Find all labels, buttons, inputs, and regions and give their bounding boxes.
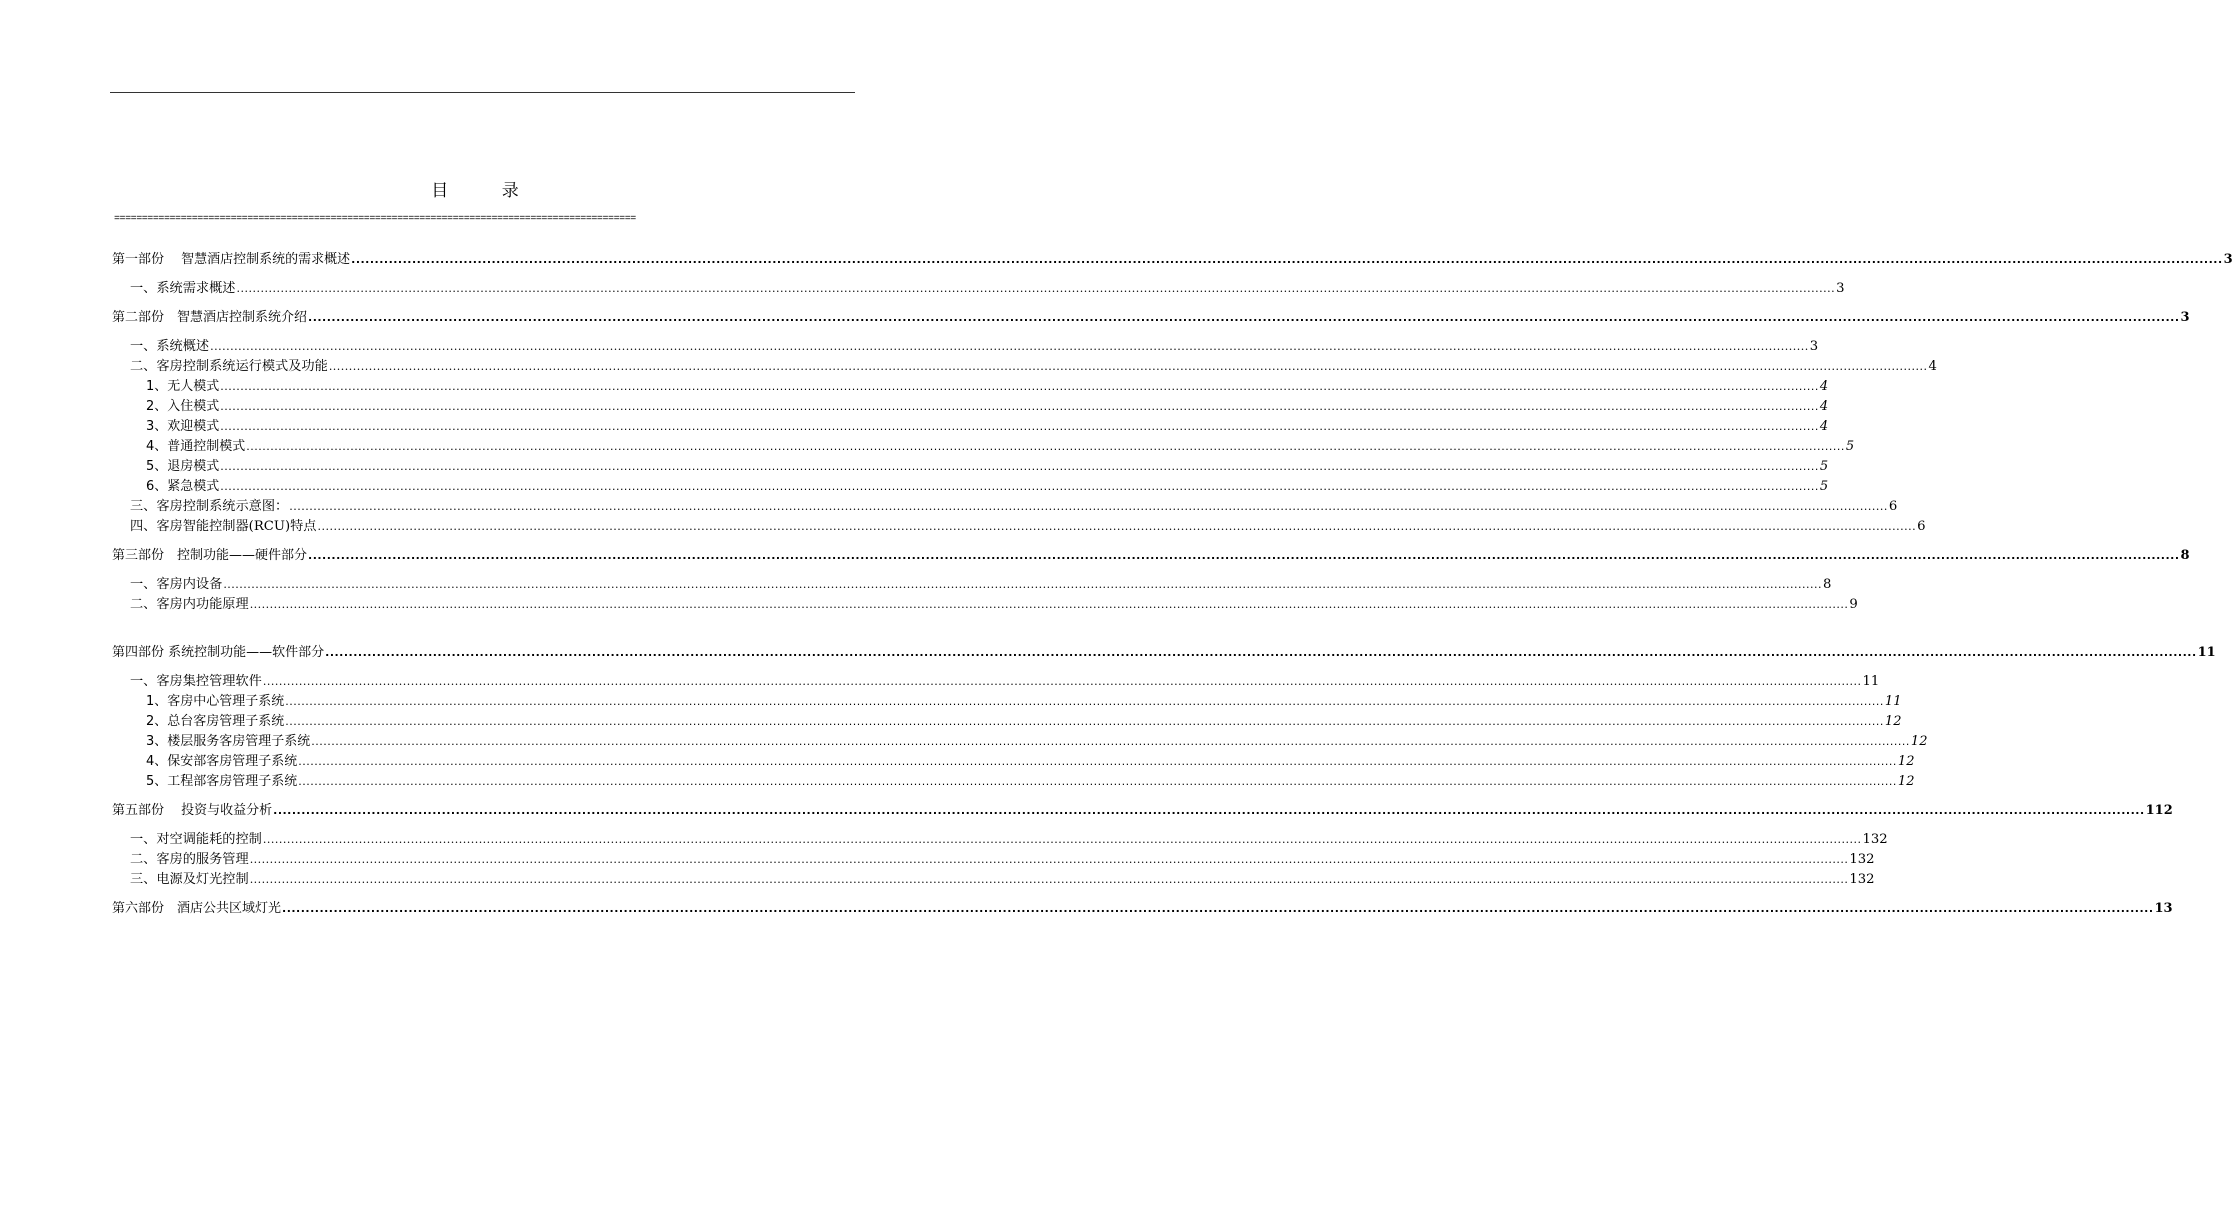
toc-entry-sec[interactable] <box>112 672 1880 692</box>
dot-leader: ................................................................................................................................................................................................................................................................................................................................................................................................................ <box>249 598 1849 611</box>
toc-spacer <box>112 890 852 899</box>
toc-entry-page: 3 <box>2180 310 2190 325</box>
dot-leader: ................................................................................................................................................................................................................................................................................................................................................................................................................ <box>220 400 1819 413</box>
toc-entry-page: 12 <box>1897 754 1915 769</box>
toc-entry-page: 4 <box>1819 379 1829 394</box>
toc-entry-sec[interactable] <box>112 850 1875 870</box>
toc-entry-page: 6 <box>1917 519 1926 534</box>
dot-leader: ................................................................................................................................................................................................................................................................................................................................................................................................................ <box>210 340 1809 353</box>
toc-spacer <box>112 328 852 337</box>
toc-entry-label: 2、总台客房管理子系统 <box>146 714 285 729</box>
header-rule <box>110 92 855 93</box>
dot-leader: ................................................................................................................................................................................................................................................................................................................................................................................................................ <box>220 480 1819 493</box>
dot-leader: ................................................................................................................................................................................................................................................................................................................................................................................................................ <box>273 804 2145 817</box>
toc-spacer <box>112 792 852 801</box>
toc-entry-page: 5 <box>1819 479 1829 494</box>
toc-entry-page: 11 <box>2197 645 2216 660</box>
toc-entry-page: 3 <box>1809 339 1819 354</box>
dot-leader: ................................................................................................................................................................................................................................................................................................................................................................................................................ <box>311 735 1910 748</box>
toc-entry-page: 4 <box>1819 399 1829 414</box>
toc-entry-sec[interactable] <box>112 337 1819 357</box>
toc-entry-label: 一、对空调能耗的控制 <box>130 832 262 847</box>
toc-entry-label: 2、入住模式 <box>146 399 220 414</box>
toc-entry-sub[interactable] <box>112 752 1915 772</box>
toc-entry-label: 第一部份 智慧酒店控制系统的需求概述 <box>112 252 351 267</box>
toc-entry-label: 二、客房的服务管理 <box>130 852 249 867</box>
dot-leader: ................................................................................................................................................................................................................................................................................................................................................................................................................ <box>246 440 1845 453</box>
toc-spacer <box>112 566 852 575</box>
toc-entry-label: 4、普通控制模式 <box>146 439 246 454</box>
toc-spacer <box>112 663 852 672</box>
dot-leader: ................................................................................................................................................................................................................................................................................................................................................................................................................ <box>285 715 1884 728</box>
toc-entry-label: 第二部份 智慧酒店控制系统介绍 <box>112 310 308 325</box>
separator-line: ============================================================================================== <box>114 214 636 225</box>
toc-entry-page: 132 <box>1862 832 1888 847</box>
toc-entry-page: 4 <box>1928 359 1937 374</box>
toc-entry-label: 三、电源及灯光控制 <box>130 872 249 887</box>
toc-entry-page: 11 <box>1884 694 1902 709</box>
toc-entry-page: 12 <box>1910 734 1928 749</box>
toc-entry-sec[interactable] <box>112 357 1937 377</box>
toc-entry-label: 第六部份 酒店公共区域灯光 <box>112 901 282 916</box>
toc-entry-page: 132 <box>1849 872 1875 887</box>
toc-entry-label: 1、无人模式 <box>146 379 220 394</box>
dot-leader: ................................................................................................................................................................................................................................................................................................................................................................................................................ <box>328 360 1928 373</box>
toc-spacer <box>112 821 852 830</box>
toc-entry-sub[interactable] <box>112 457 1829 477</box>
toc-entry-sub[interactable] <box>112 377 1829 397</box>
toc-entry-label: 第五部份 投资与收益分析 <box>112 803 273 818</box>
toc-entry-part[interactable] <box>112 899 2173 919</box>
toc-entry-sub[interactable] <box>112 732 1928 752</box>
toc-entry-part[interactable] <box>112 250 2233 270</box>
dot-leader: ................................................................................................................................................................................................................................................................................................................................................................................................................ <box>308 549 2180 562</box>
dot-leader: ................................................................................................................................................................................................................................................................................................................................................................................................................ <box>249 853 1849 866</box>
toc-entry-sec[interactable] <box>112 595 1858 615</box>
toc-entry-page: 6 <box>1888 499 1898 514</box>
toc-spacer <box>112 537 852 546</box>
toc-spacer <box>112 615 852 643</box>
toc-entry-sub[interactable] <box>112 692 1902 712</box>
dot-leader: ................................................................................................................................................................................................................................................................................................................................................................................................................ <box>308 311 2180 324</box>
dot-leader: ................................................................................................................................................................................................................................................................................................................................................................................................................ <box>262 833 1862 846</box>
toc-entry-part[interactable] <box>112 801 2173 821</box>
toc-entry-page: 3 <box>1836 281 1845 296</box>
dot-leader: ................................................................................................................................................................................................................................................................................................................................................................................................................ <box>317 520 1917 533</box>
toc-entry-label: 第三部份 控制功能——硬件部分 <box>112 548 308 563</box>
dot-leader: ................................................................................................................................................................................................................................................................................................................................................................................................................ <box>220 380 1819 393</box>
toc-entry-sec[interactable] <box>112 870 1875 890</box>
toc-entry-label: 二、客房控制系统运行模式及功能 <box>130 359 328 374</box>
toc-entry-label: 1、客房中心管理子系统 <box>146 694 285 709</box>
toc-entry-sec[interactable] <box>112 517 1926 537</box>
toc-entry-label: 一、系统概述 <box>130 339 210 354</box>
toc-entry-label: 第四部份 系统控制功能——软件部分 <box>112 645 325 660</box>
toc-entry-page: 11 <box>1862 674 1880 689</box>
toc-entry-label: 5、退房模式 <box>146 459 220 474</box>
toc-entry-page: 3 <box>2223 252 2233 267</box>
toc-entry-sec[interactable] <box>112 830 1888 850</box>
dot-leader: ................................................................................................................................................................................................................................................................................................................................................................................................................ <box>282 902 2154 915</box>
toc-entry-sec[interactable] <box>112 497 1898 517</box>
toc-entry-part[interactable] <box>112 546 2190 566</box>
toc-entry-label: 6、紧急模式 <box>146 479 220 494</box>
toc-entry-page: 12 <box>1884 714 1902 729</box>
dot-leader: ................................................................................................................................................................................................................................................................................................................................................................................................................ <box>325 646 2197 659</box>
dot-leader: ................................................................................................................................................................................................................................................................................................................................................................................................................ <box>223 578 1822 591</box>
toc-entry-sub[interactable] <box>112 772 1915 792</box>
toc-title: 目 录 <box>431 181 543 201</box>
dot-leader: ................................................................................................................................................................................................................................................................................................................................................................................................................ <box>236 282 1836 295</box>
toc-entry-sub[interactable] <box>112 437 1855 457</box>
toc-entry-label: 一、客房内设备 <box>130 577 223 592</box>
dot-leader: ................................................................................................................................................................................................................................................................................................................................................................................................................ <box>298 755 1897 768</box>
dot-leader: ................................................................................................................................................................................................................................................................................................................................................................................................................ <box>351 253 2223 266</box>
toc-entry-page: 8 <box>2180 548 2190 563</box>
toc-entry-label: 四、客房智能控制器(RCU)特点 <box>130 519 317 534</box>
toc-entry-page: 12 <box>1897 774 1915 789</box>
toc-entry-part[interactable] <box>112 643 2216 663</box>
toc-entry-page: 112 <box>2145 803 2173 818</box>
toc-entry-sub[interactable] <box>112 417 1829 437</box>
toc-entry-label: 3、楼层服务客房管理子系统 <box>146 734 311 749</box>
toc-entry-page: 132 <box>1849 852 1875 867</box>
toc-entry-sub[interactable] <box>112 397 1829 417</box>
toc-entry-label: 3、欢迎模式 <box>146 419 220 434</box>
toc-entry-page: 9 <box>1849 597 1858 612</box>
toc-entry-sec[interactable] <box>112 279 1845 299</box>
dot-leader: ................................................................................................................................................................................................................................................................................................................................................................................................................ <box>262 675 1862 688</box>
dot-leader: ................................................................................................................................................................................................................................................................................................................................................................................................................ <box>249 873 1849 886</box>
toc-entry-label: 5、工程部客房管理子系统 <box>146 774 298 789</box>
toc-entry-label: 一、系统需求概述 <box>130 281 236 296</box>
toc-entry-sub[interactable] <box>112 477 1829 497</box>
toc-entry-label: 一、客房集控管理软件 <box>130 674 262 689</box>
toc-entry-label: 二、客房内功能原理 <box>130 597 249 612</box>
dot-leader: ................................................................................................................................................................................................................................................................................................................................................................................................................ <box>285 695 1884 708</box>
toc-entry-page: 5 <box>1845 439 1855 454</box>
dot-leader: ................................................................................................................................................................................................................................................................................................................................................................................................................ <box>289 500 1888 513</box>
toc-entry-part[interactable] <box>112 308 2190 328</box>
dot-leader: ................................................................................................................................................................................................................................................................................................................................................................................................................ <box>220 460 1819 473</box>
toc-entry-label: 三、客房控制系统示意图： <box>130 499 289 514</box>
toc-entry-label: 4、保安部客房管理子系统 <box>146 754 298 769</box>
table-of-contents <box>112 250 2233 919</box>
toc-entry-page: 4 <box>1819 419 1829 434</box>
dot-leader: ................................................................................................................................................................................................................................................................................................................................................................................................................ <box>298 775 1897 788</box>
toc-spacer <box>112 299 852 308</box>
toc-spacer <box>112 270 852 279</box>
toc-entry-sub[interactable] <box>112 712 1902 732</box>
toc-entry-page: 8 <box>1822 577 1832 592</box>
dot-leader: ................................................................................................................................................................................................................................................................................................................................................................................................................ <box>220 420 1819 433</box>
toc-entry-page: 5 <box>1819 459 1829 474</box>
toc-entry-sec[interactable] <box>112 575 1832 595</box>
toc-entry-page: 13 <box>2154 901 2173 916</box>
